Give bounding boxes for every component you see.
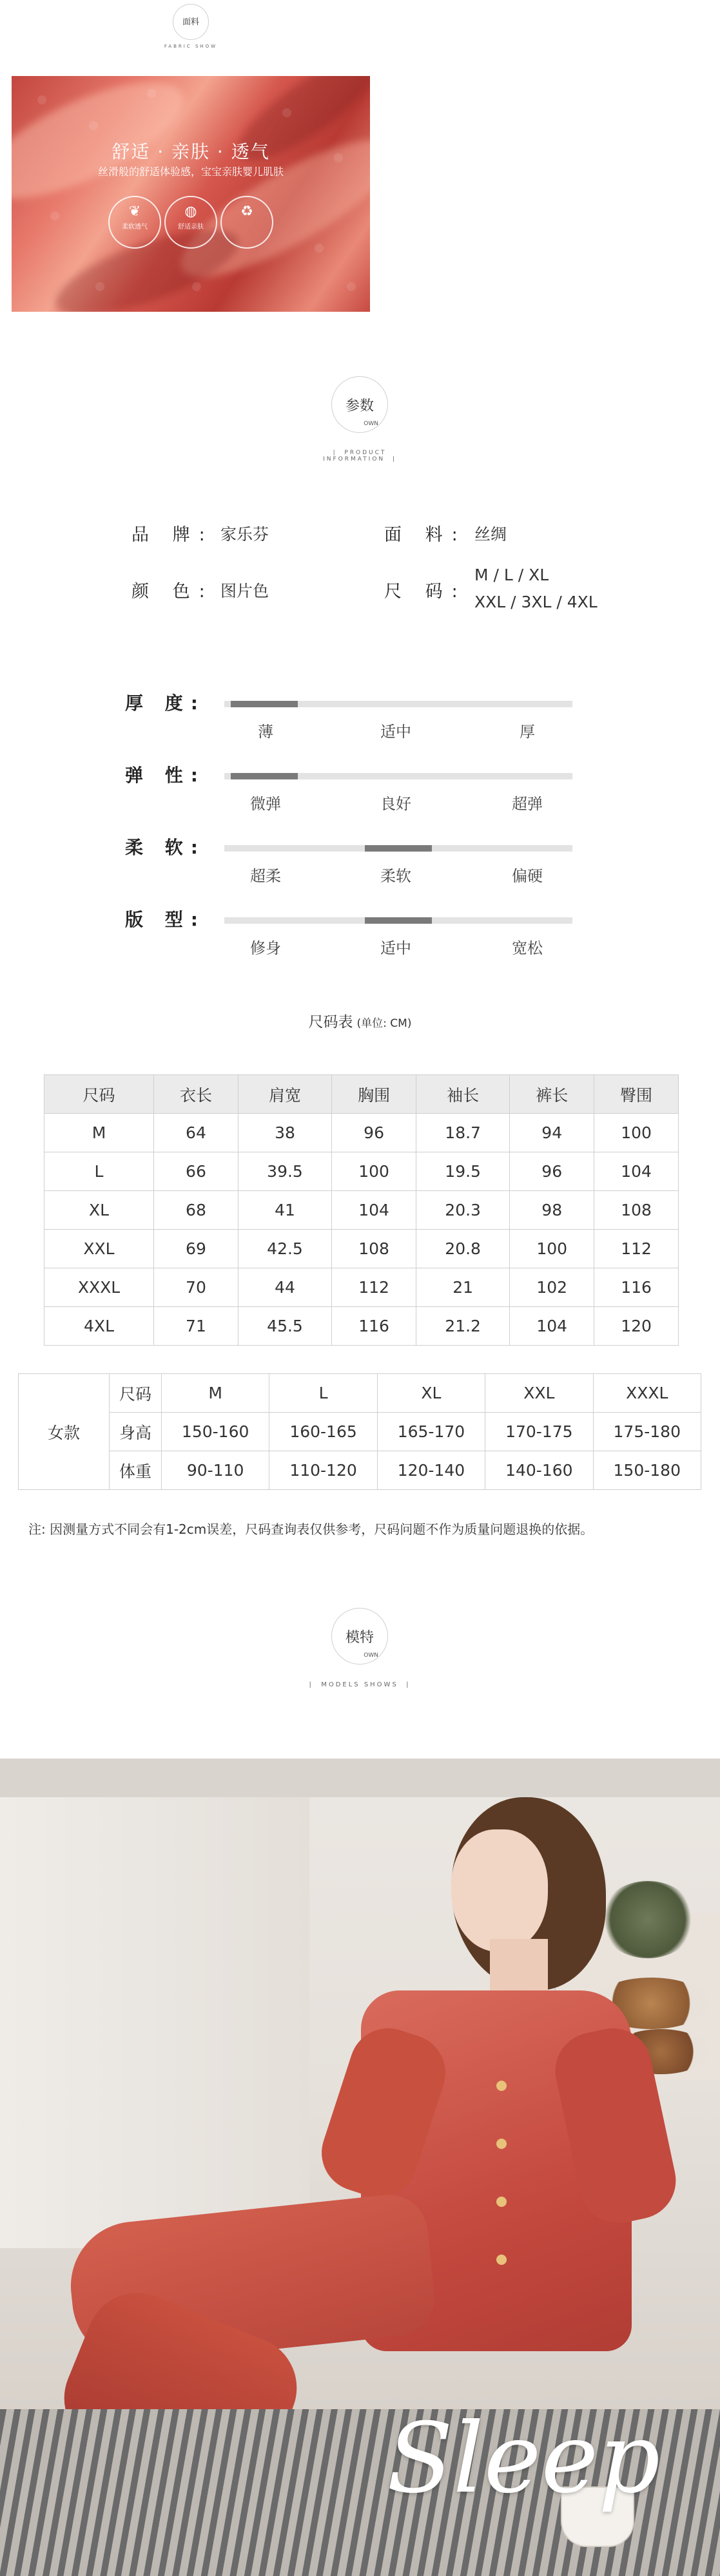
table-cell: 100 (332, 1152, 416, 1191)
table-cell: 42.5 (238, 1230, 331, 1268)
models-subtitle: | MODELS SHOWS | (309, 1681, 411, 1688)
feature-track (224, 773, 572, 779)
size-chart-header: 衣长 (154, 1075, 238, 1114)
table-cell: 150-180 (593, 1451, 701, 1490)
fabric-hero-image (12, 76, 370, 312)
table-cell: 104 (594, 1152, 679, 1191)
table-cell: 18.7 (416, 1114, 509, 1152)
feature-option: 宽松 (512, 939, 543, 957)
table-cell: 100 (594, 1114, 679, 1152)
table-cell: 120 (594, 1307, 679, 1346)
feature-option: 适中 (380, 939, 411, 957)
material-value: 丝绸 (474, 525, 507, 544)
table-cell: 112 (332, 1268, 416, 1307)
table-cell: 165-170 (377, 1413, 485, 1451)
size-label: 尺 码: (384, 582, 467, 602)
photo-script-text: Sleep (387, 2403, 661, 2515)
table-cell: 38 (238, 1114, 331, 1152)
table-cell: 44 (238, 1268, 331, 1307)
size-chart-header: 裤长 (510, 1075, 594, 1114)
leaf-icon: ❦ 柔软透气 (108, 196, 161, 249)
table-cell: 39.5 (238, 1152, 331, 1191)
fit-chart-table (18, 1373, 701, 1490)
feature-option: 厚 (520, 723, 535, 741)
table-cell: 90-110 (161, 1451, 269, 1490)
size-value-1: M / L / XL (474, 566, 549, 584)
feature-option: 适中 (380, 723, 411, 741)
table-cell: 108 (594, 1191, 679, 1230)
table-cell: 21 (416, 1268, 509, 1307)
fabric-badge-subtitle: FABRIC SHOW (164, 44, 218, 49)
feature-option: 柔软 (380, 867, 411, 885)
feature-option: 修身 (250, 939, 281, 957)
table-cell: 41 (238, 1191, 331, 1230)
table-row (19, 1451, 701, 1490)
size-chart-table (44, 1074, 679, 1346)
feature-track (224, 701, 572, 707)
model-photo (0, 1759, 720, 2576)
table-cell: 45.5 (238, 1307, 331, 1346)
table-cell: 100 (510, 1230, 594, 1268)
table-cell: M (44, 1114, 154, 1152)
size-note: 注: 因测量方式不同会有1-2cm误差，尺码查询表仅供参考，尺码问题不作为质量问题退换的依据。 (28, 1522, 594, 1537)
model-face (451, 1829, 548, 1952)
table-cell: 110-120 (269, 1451, 377, 1490)
size-value-2: XXL / 3XL / 4XL (474, 593, 598, 611)
brand-value: 家乐芬 (220, 525, 269, 544)
table-cell: 160-165 (269, 1413, 377, 1451)
size-chart-header: 臀围 (594, 1075, 679, 1114)
table-cell: 94 (510, 1114, 594, 1152)
size-chart-title (0, 1010, 720, 1031)
table-cell: 4XL (44, 1307, 154, 1346)
table-row (44, 1114, 679, 1152)
table-cell: 体重 (110, 1451, 162, 1490)
table-row (19, 1413, 701, 1451)
table-row (44, 1268, 679, 1307)
table-cell: 120-140 (377, 1451, 485, 1490)
feature-track (224, 917, 572, 924)
table-cell: 96 (510, 1152, 594, 1191)
table-cell: 104 (332, 1191, 416, 1230)
color-value: 图片色 (220, 582, 269, 600)
table-cell: 140-160 (485, 1451, 593, 1490)
hero-subtitle: 丝滑般的舒适体验感，宝宝亲肤婴儿肌肤 (97, 166, 284, 178)
feature-option: 超弹 (512, 795, 543, 813)
table-row (44, 1191, 679, 1230)
table-cell: 身高 (110, 1413, 162, 1451)
fit-chart-header: 尺码 (110, 1374, 162, 1413)
table-cell: 20.3 (416, 1191, 509, 1230)
material-label: 面 料: (384, 525, 467, 545)
table-cell: 68 (154, 1191, 238, 1230)
feature-option: 良好 (380, 795, 411, 813)
feature-option: 微弹 (250, 795, 281, 813)
size-chart-header: 袖长 (416, 1075, 509, 1114)
feature-marker (231, 773, 298, 779)
size-chart-header: 尺码 (44, 1075, 154, 1114)
params-badge-tag: OWN (364, 421, 378, 427)
fit-chart-header: L (269, 1374, 377, 1413)
table-row (44, 1307, 679, 1346)
table-cell: 66 (154, 1152, 238, 1191)
params-badge-label: 参数 (345, 398, 374, 414)
feature-track (224, 845, 572, 852)
params-subtitle: | PRODUCT INFORMATION | (323, 450, 396, 463)
table-cell: 20.8 (416, 1230, 509, 1268)
feature-marker (365, 917, 432, 924)
fabric-badge-label: 面料 (182, 17, 199, 27)
size-chart-title-text: 尺码表 (308, 1014, 353, 1031)
fit-chart-header: XL (377, 1374, 485, 1413)
table-cell: 98 (510, 1191, 594, 1230)
fit-chart-header: M (161, 1374, 269, 1413)
table-cell: XXXL (44, 1268, 154, 1307)
table-cell: 175-180 (593, 1413, 701, 1451)
table-cell: 104 (510, 1307, 594, 1346)
table-cell: 102 (510, 1268, 594, 1307)
table-cell: L (44, 1152, 154, 1191)
feature-marker (231, 701, 298, 707)
water-icon: ◍ 舒适亲肤 (164, 196, 217, 249)
table-cell: XXL (44, 1230, 154, 1268)
fit-chart-group-label: 女款 (19, 1374, 110, 1490)
brand-label: 品 牌: (131, 525, 214, 545)
models-badge-label: 模特 (345, 1630, 374, 1646)
table-cell: XL (44, 1191, 154, 1230)
recycle-icon: ♻ (220, 196, 273, 249)
table-cell: 96 (332, 1114, 416, 1152)
table-cell: 21.2 (416, 1307, 509, 1346)
feature-label: 厚 度: (125, 692, 206, 714)
table-cell: 112 (594, 1230, 679, 1268)
size-chart-header: 肩宽 (238, 1075, 331, 1114)
table-row (44, 1230, 679, 1268)
models-badge-tag: OWN (364, 1652, 378, 1659)
table-cell: 116 (332, 1307, 416, 1346)
table-row (19, 1374, 701, 1413)
table-cell: 70 (154, 1268, 238, 1307)
feature-option: 薄 (258, 723, 273, 741)
models-badge (331, 1608, 388, 1665)
feature-option: 超柔 (250, 867, 281, 885)
table-cell: 69 (154, 1230, 238, 1268)
table-cell: 19.5 (416, 1152, 509, 1191)
table-cell: 71 (154, 1307, 238, 1346)
table-row (44, 1152, 679, 1191)
feature-option: 偏硬 (512, 867, 543, 885)
feature-label: 柔 软: (125, 837, 206, 858)
color-label: 颜 色: (131, 582, 214, 602)
fit-chart-header: XXL (485, 1374, 593, 1413)
table-cell: 150-160 (161, 1413, 269, 1451)
feature-label: 版 型: (125, 909, 206, 930)
table-cell: 170-175 (485, 1413, 593, 1451)
size-chart-header: 胸围 (332, 1075, 416, 1114)
plant-decor (599, 1881, 696, 1958)
params-badge (331, 376, 388, 433)
table-cell: 108 (332, 1230, 416, 1268)
size-chart-unit: (单位: CM) (356, 1017, 412, 1030)
fabric-badge (173, 4, 209, 40)
hero-title: 舒适 · 亲肤 · 透气 (112, 141, 270, 162)
fit-chart-header: XXXL (593, 1374, 701, 1413)
feature-label: 弹 性: (125, 765, 206, 786)
feature-marker (365, 845, 432, 852)
table-cell: 64 (154, 1114, 238, 1152)
table-cell: 116 (594, 1268, 679, 1307)
